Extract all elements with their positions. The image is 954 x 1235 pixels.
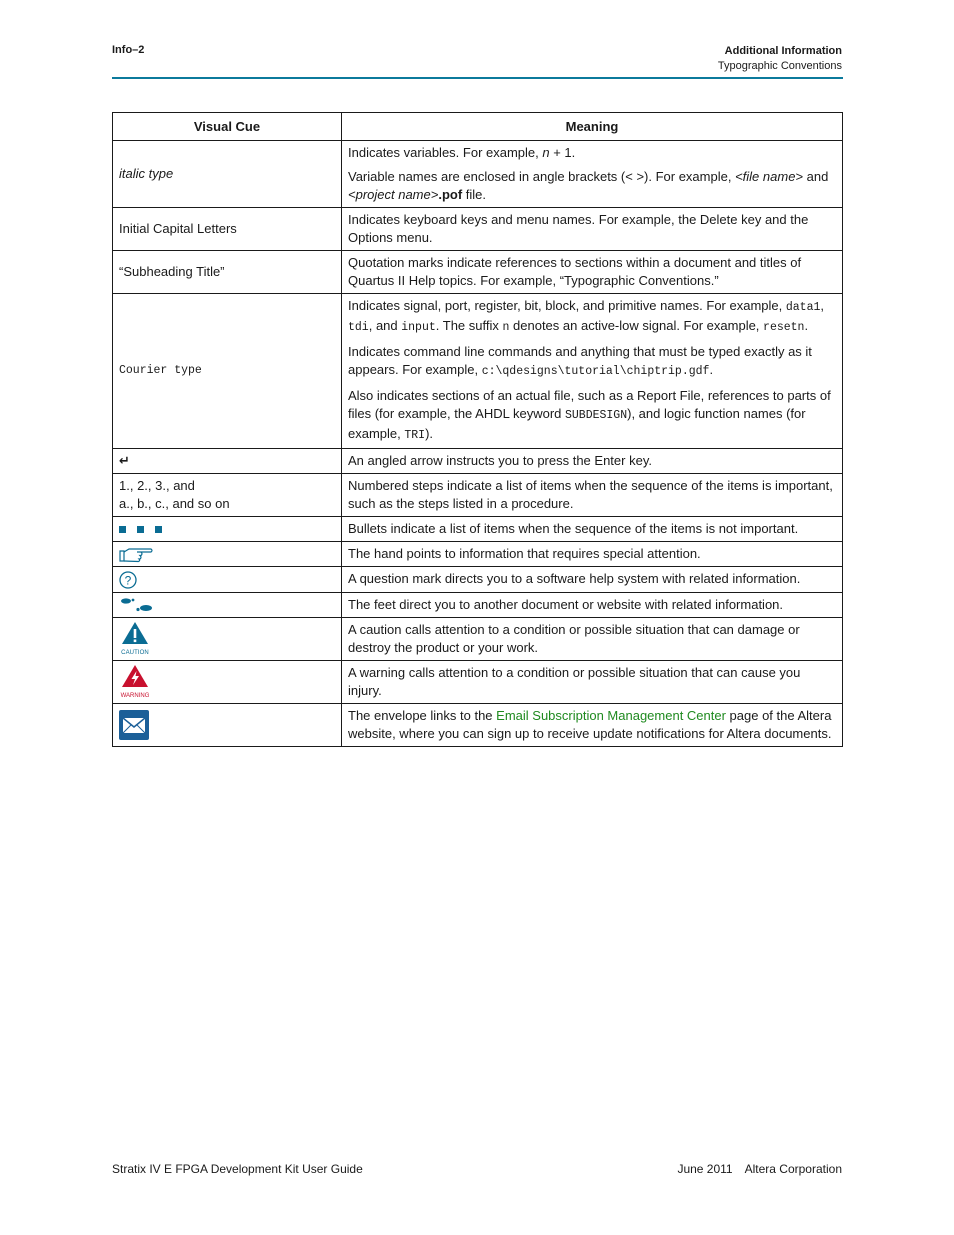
cue-numbered-line1: 1., 2., 3., and bbox=[119, 478, 195, 493]
table-row bbox=[113, 208, 843, 251]
table-row bbox=[113, 474, 843, 517]
text: Variable names are enclosed in angle brackets (< >). For example, bbox=[348, 169, 736, 184]
typographic-conventions-table bbox=[112, 112, 843, 747]
email-subscription-link[interactable]: Email Subscription Management Center bbox=[496, 707, 726, 723]
footer-date: June 2011 bbox=[677, 1162, 733, 1176]
table-row bbox=[113, 617, 843, 660]
table-row bbox=[113, 294, 843, 449]
code: data1 bbox=[785, 301, 821, 314]
envelope-icon[interactable] bbox=[119, 710, 149, 740]
question-mark-icon bbox=[119, 571, 137, 589]
meaning-warning: A warning calls attention to a condition or possible situation that can cause you injury. bbox=[342, 660, 843, 703]
text: file. bbox=[462, 187, 487, 202]
cue-question bbox=[113, 567, 342, 593]
text: ). bbox=[425, 426, 434, 441]
text: . bbox=[804, 318, 809, 333]
text: Indicates variables. For example, bbox=[348, 145, 543, 160]
section-title: Additional Information bbox=[724, 45, 842, 57]
meaning-italic bbox=[342, 141, 843, 208]
cue-numbered-line2: a., b., c., and so on bbox=[119, 496, 230, 511]
cue-envelope bbox=[113, 703, 342, 746]
caution-triangle-icon bbox=[119, 621, 151, 645]
cue-caution bbox=[113, 617, 342, 660]
footer-doc-title: Stratix IV E FPGA Development Kit User Guide bbox=[112, 1162, 363, 1176]
text: + 1. bbox=[549, 145, 576, 160]
footer-right bbox=[677, 1162, 842, 1176]
cue-enter-arrow bbox=[113, 449, 342, 474]
table-row bbox=[113, 251, 843, 294]
column-header-meaning: Meaning bbox=[342, 113, 843, 141]
question-glyph: ? bbox=[124, 573, 132, 588]
table-row bbox=[113, 703, 843, 746]
cue-subheading: “Subheading Title” bbox=[113, 251, 342, 294]
table-row bbox=[113, 542, 843, 567]
footprints-icon bbox=[119, 597, 155, 613]
table-row bbox=[113, 592, 843, 617]
running-header bbox=[718, 44, 842, 74]
bullet-squares-icon bbox=[119, 521, 173, 536]
text: Indicates signal, port, register, bit, block, and primitive names. For example, bbox=[348, 298, 786, 313]
cue-bullets bbox=[113, 517, 342, 542]
enter-arrow-icon: ↵ bbox=[119, 453, 130, 468]
pointing-hand-icon bbox=[119, 547, 153, 563]
header-rule bbox=[112, 77, 843, 79]
variable-example: n bbox=[542, 145, 550, 160]
text: . bbox=[709, 362, 714, 377]
text: . The suffix bbox=[435, 318, 503, 333]
cue-hand bbox=[113, 542, 342, 567]
text: denotes an active-low signal. For example, bbox=[509, 318, 764, 333]
code: TRI bbox=[404, 429, 426, 442]
warning-triangle-icon bbox=[119, 664, 151, 688]
footer-company: Altera Corporation bbox=[744, 1162, 842, 1176]
text: Indicates command line commands and anything that must be typed exactly as it appears. For example, bbox=[348, 344, 812, 377]
code: input bbox=[401, 321, 436, 334]
meaning-subheading: Quotation marks indicate references to sections within a document and titles of Quartus II Help topics. For example, “Typographic Conventions.” bbox=[342, 251, 843, 294]
table-row bbox=[113, 141, 843, 208]
meaning-initial-caps: Indicates keyboard keys and menu names. For example, the Delete key and the Options menu. bbox=[342, 208, 843, 251]
text: , bbox=[820, 298, 825, 313]
table-header-row bbox=[113, 113, 843, 141]
pof-extension: .pof bbox=[438, 187, 463, 202]
text: Also indicates sections of an actual file, such as a Report File, references to parts of files (for example, the AHDL keyword bbox=[348, 388, 831, 421]
meaning-caution: A caution calls attention to a condition or possible situation that can damage or destroy the product or your work. bbox=[342, 617, 843, 660]
cue-courier: Courier type bbox=[113, 294, 342, 449]
cue-italic: italic type bbox=[113, 141, 342, 208]
text: The envelope links to the bbox=[348, 707, 497, 723]
meaning-numbered: Numbered steps indicate a list of items when the sequence of the items is important, such as the steps listed in a procedure. bbox=[342, 474, 843, 517]
warning-label: WARNING bbox=[120, 692, 150, 699]
column-header-visual-cue: Visual Cue bbox=[113, 113, 342, 141]
code: resetn bbox=[763, 321, 805, 334]
project-name-example: <project name> bbox=[348, 187, 439, 202]
meaning-feet: The feet direct you to another document or website with related information. bbox=[342, 592, 843, 617]
text: and bbox=[803, 169, 829, 184]
text: ), and logic function names (for example, bbox=[348, 406, 806, 441]
cue-numbered bbox=[113, 474, 342, 517]
code: tdi bbox=[348, 321, 369, 334]
file-name-example: <file name> bbox=[735, 169, 804, 184]
meaning-bullets: Bullets indicate a list of items when the sequence of the items is not important. bbox=[342, 517, 843, 542]
subsection-title: Typographic Conventions bbox=[717, 60, 842, 72]
meaning-envelope bbox=[342, 703, 843, 746]
meaning-question: A question mark directs you to a software help system with related information. bbox=[342, 567, 843, 593]
caution-icon bbox=[119, 621, 151, 657]
code-path: c:\qdesigns\tutorial\chiptrip.gdf bbox=[481, 365, 710, 378]
cue-initial-caps: Initial Capital Letters bbox=[113, 208, 342, 251]
cue-feet bbox=[113, 592, 342, 617]
table-row bbox=[113, 449, 843, 474]
meaning-enter-arrow: An angled arrow instructs you to press the Enter key. bbox=[342, 449, 843, 474]
text: , and bbox=[368, 318, 402, 333]
page-label: Info–2 bbox=[112, 44, 145, 56]
table-row bbox=[113, 567, 843, 593]
meaning-courier bbox=[342, 294, 843, 449]
meaning-hand: The hand points to information that requires special attention. bbox=[342, 542, 843, 567]
text: page of the Altera website, where you can sign up to receive update notifications for Altera documents. bbox=[348, 707, 832, 741]
warning-icon bbox=[119, 664, 151, 700]
table-row bbox=[113, 517, 843, 542]
caution-label: CAUTION bbox=[121, 649, 149, 656]
cue-warning bbox=[113, 660, 342, 703]
code: n bbox=[502, 321, 510, 334]
table-row bbox=[113, 660, 843, 703]
code: SUBDESIGN bbox=[565, 409, 628, 422]
